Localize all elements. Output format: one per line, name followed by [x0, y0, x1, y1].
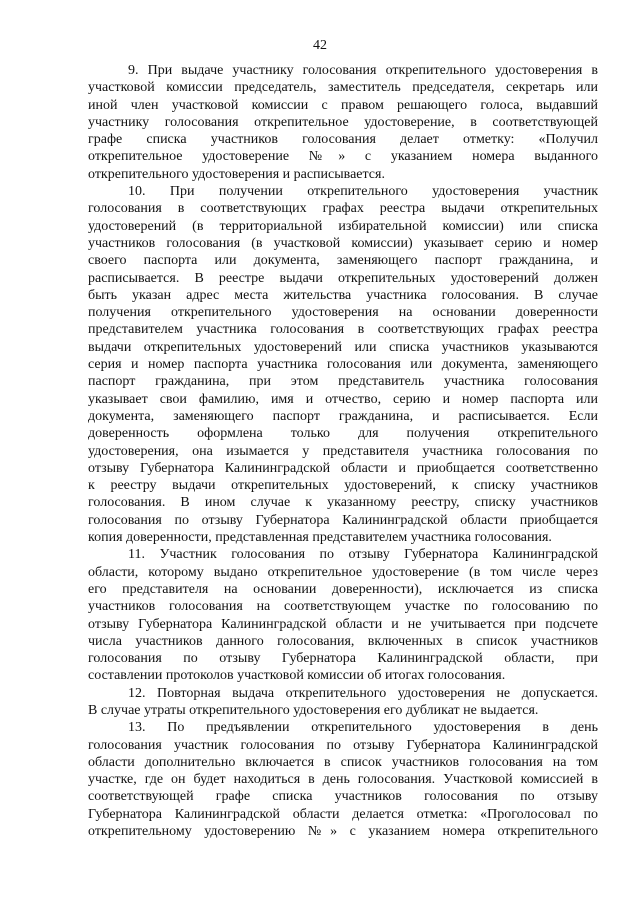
- text-line: участнику голосования открепительное удостоверение, в соответствующей: [88, 114, 598, 130]
- text-line: 13. По предъявлении открепительного удостоверения в день: [128, 720, 598, 736]
- text-line: голосования в соответствующих графах реестра выдачи открепительных: [88, 201, 598, 217]
- text-line: голосования. В ином случае к указанному реестру, списку участников: [88, 495, 598, 511]
- text-line: участковой комиссии председатель, заместитель председателя, секретарь или: [88, 80, 598, 96]
- text-line: 12. Повторная выдача открепительного удостоверения не допускается.: [128, 685, 598, 701]
- text-line: к реестру выдачи открепительных удостоверений, к списку участников: [88, 478, 598, 494]
- text-line: числа участников данного голосования, включенных в список участников: [88, 633, 598, 649]
- text-line: голосования по отзыву Губернатора Калининградской области приобщается: [88, 512, 598, 528]
- text-line: паспорт гражданина, при этом представитель участника голосования: [88, 374, 598, 390]
- page-number: 42: [313, 38, 327, 53]
- text-line: его представителя на основании доверенности), исключается из списка: [88, 581, 598, 597]
- text-line: составлении протоколов участковой комиссии об итогах голосования.: [88, 668, 506, 684]
- text-line: иной член участковой комиссии с правом решающего голоса, выдавший: [88, 97, 598, 113]
- text-line: 9. При выдаче участнику голосования открепительного удостоверения в: [128, 63, 598, 78]
- text-line: выдачи открепительных удостоверений или списка участников указываются: [88, 339, 598, 355]
- text-line: графе списка участников голосования делает отметку: «Получил: [88, 132, 598, 148]
- text-line: представителем участника голосования в соответствующих графах реестра: [88, 322, 598, 338]
- text-line: голосования по отзыву Губернатора Калининградской области, при: [88, 651, 598, 667]
- text-line: удостоверений (в территориальной избирательной комиссии) или списка: [88, 218, 598, 234]
- text-line: копия доверенности, представленная представителем участника голосования.: [88, 530, 552, 546]
- text-line: удостоверения, она изымается у представителя участника голосования по: [88, 443, 598, 459]
- text-line: области дополнительно включается в список участников голосования на том: [88, 754, 598, 770]
- text-line: открепительное удостоверение №» с указанием номера выданного: [88, 149, 598, 165]
- text-line: отзыву Губернатора Калининградской области и приобщается соответственно: [88, 460, 598, 476]
- text-line: отзыву Губернатора Калининградской области и не учитывается при подсчете: [88, 616, 598, 632]
- text-line: получения открепительного удостоверения на основании доверенности: [88, 305, 598, 321]
- text-line: участников голосования на соответствующем участке по голосованию по: [88, 599, 598, 615]
- text-line: быть указан адрес места жительства участника голосования. В случае: [88, 287, 598, 303]
- text-line: участке, где он будет находиться в день голосования. Участковой комиссией в: [88, 772, 598, 788]
- text-line: В случае утраты открепительного удостоверения его дубликат не выдается.: [88, 702, 539, 718]
- text-line: расписывается. В реестре выдачи открепительных удостоверений должен: [88, 270, 598, 286]
- text-line: Губернатора Калининградской области делается отметка: «Проголосовал по: [88, 806, 598, 822]
- text-line: участников голосования (в участковой комиссии) указывает серию и номер: [88, 235, 598, 251]
- text-line: серия и номер паспорта участника голосования или документа, заменяющего: [88, 357, 598, 373]
- text-line: голосования участник голосования по отзыву Губернатора Калининградской: [88, 737, 598, 753]
- text-line: соответствующей графе списка участников голосования по отзыву: [88, 789, 598, 805]
- text-line: документа, заменяющего паспорт гражданина, и расписывается. Если: [88, 408, 598, 424]
- text-line: 10. При получении открепительного удостоверения участник: [128, 184, 598, 200]
- body-text: [88, 62, 598, 840]
- text-line: открепительному удостоверению №» с указанием номера открепительного: [88, 824, 598, 840]
- text-line: своего паспорта или документа, заменяющего паспорт гражданина, и: [88, 253, 598, 269]
- text-line: области, которому выдано открепительное удостоверение (в том числе через: [88, 564, 598, 580]
- text-line: указывает свои фамилию, имя и отчество, серию и номер паспорта или: [88, 391, 598, 407]
- text-line: открепительного удостоверения и расписывается.: [88, 166, 385, 182]
- text-line: доверенность оформлена только для получения открепительного: [88, 426, 598, 442]
- text-line: 11. Участник голосования по отзыву Губернатора Калининградской: [128, 547, 598, 563]
